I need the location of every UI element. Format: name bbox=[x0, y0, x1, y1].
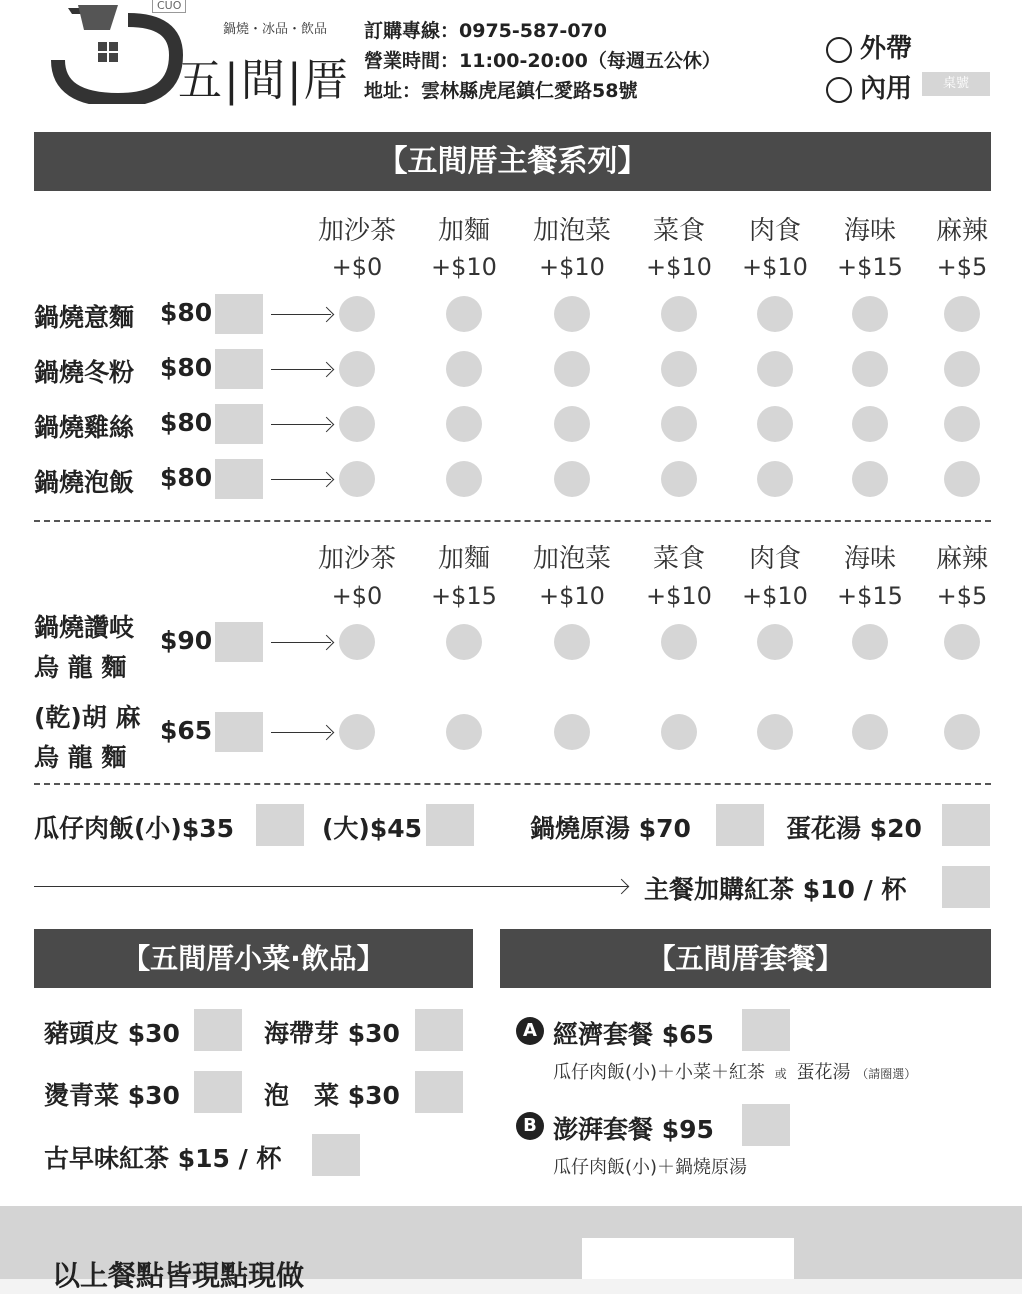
option-select-dot[interactable] bbox=[554, 624, 590, 660]
rice-small-label: 瓜仔肉飯(小)$35 bbox=[34, 814, 235, 843]
add-tea-arrow-icon bbox=[614, 879, 630, 895]
sides-title: 【五間厝小菜·飲品】 bbox=[34, 929, 473, 988]
option-select-dot[interactable] bbox=[339, 714, 375, 750]
set-a-badge-letter: A bbox=[523, 1020, 537, 1041]
option-name: 加麵 bbox=[437, 544, 490, 574]
logo-tagline: 鍋燒・冰品・飲品 bbox=[223, 22, 328, 37]
row-arrow-icon bbox=[319, 725, 335, 741]
option-select-dot[interactable] bbox=[757, 714, 793, 750]
dinein-radio[interactable] bbox=[826, 77, 852, 103]
option-select-dot[interactable] bbox=[852, 406, 888, 442]
side-item-greens: 燙青菜 $30 bbox=[44, 1081, 180, 1110]
item-qty[interactable] bbox=[215, 294, 263, 334]
set-b-badge-letter: B bbox=[523, 1115, 537, 1136]
set-a-or: 或 bbox=[774, 1067, 787, 1081]
option-name: 加沙茶 bbox=[317, 216, 396, 246]
option-price: +$15 bbox=[837, 253, 903, 281]
option-select-dot[interactable] bbox=[661, 714, 697, 750]
option-price: +$15 bbox=[431, 582, 497, 610]
item-qty[interactable] bbox=[215, 349, 263, 389]
total-box[interactable] bbox=[582, 1238, 794, 1279]
address-line: 地址：雲林縣虎尾鎮仁愛路58號 bbox=[364, 80, 638, 102]
option-select-dot[interactable] bbox=[852, 296, 888, 332]
option-select-dot[interactable] bbox=[852, 351, 888, 387]
soup-qty[interactable] bbox=[716, 804, 764, 846]
sets-title: 【五間厝套餐】 bbox=[500, 929, 991, 988]
option-name: 海味 bbox=[843, 544, 896, 574]
add-tea-qty[interactable] bbox=[942, 866, 990, 908]
side-item-black-tea: 古早味紅茶 $15 / 杯 bbox=[44, 1144, 282, 1173]
option-name: 肉食 bbox=[748, 216, 801, 246]
option-select-dot[interactable] bbox=[339, 351, 375, 387]
option-select-dot[interactable] bbox=[757, 624, 793, 660]
option-price: +$5 bbox=[936, 253, 988, 281]
item-qty[interactable] bbox=[215, 712, 263, 752]
main-item-price: $80 bbox=[160, 408, 213, 437]
row-arrow-icon bbox=[319, 307, 335, 323]
takeout-label: 外帶 bbox=[860, 34, 913, 64]
option-price: +$0 bbox=[331, 582, 383, 610]
option-select-dot[interactable] bbox=[852, 461, 888, 497]
main-item-name-line2: 烏 龍 麵 bbox=[34, 743, 127, 772]
set-a-note: （請圈選） bbox=[856, 1067, 917, 1081]
option-name: 加泡菜 bbox=[532, 216, 611, 246]
option-select-dot[interactable] bbox=[554, 406, 590, 442]
option-name: 加泡菜 bbox=[532, 544, 611, 574]
set-b-description: 瓜仔肉飯(小)＋鍋燒原湯 bbox=[553, 1157, 748, 1178]
set-b-qty[interactable] bbox=[742, 1104, 790, 1146]
side-greens-qty[interactable] bbox=[194, 1071, 242, 1113]
main-item-name: 鍋燒冬粉 bbox=[34, 358, 135, 387]
option-select-dot[interactable] bbox=[446, 714, 482, 750]
rice-small-qty[interactable] bbox=[256, 804, 304, 846]
main-item-price: $80 bbox=[160, 463, 213, 492]
divider-dashed bbox=[34, 783, 991, 785]
option-select-dot[interactable] bbox=[661, 406, 697, 442]
logo-mark-icon bbox=[48, 0, 188, 104]
option-select-dot[interactable] bbox=[554, 461, 590, 497]
divider-dashed bbox=[34, 520, 991, 522]
option-name: 加麵 bbox=[437, 216, 490, 246]
takeout-radio[interactable] bbox=[826, 37, 852, 63]
option-name: 麻辣 bbox=[935, 216, 988, 246]
side-item-kimchi: 泡 菜 $30 bbox=[264, 1081, 400, 1110]
option-select-dot[interactable] bbox=[661, 624, 697, 660]
set-a-badge bbox=[516, 1017, 544, 1045]
side-pig-skin-qty[interactable] bbox=[194, 1009, 242, 1051]
option-select-dot[interactable] bbox=[339, 624, 375, 660]
main-item-name: 鍋燒泡飯 bbox=[34, 468, 135, 497]
logo-name: 五|間|厝 bbox=[178, 55, 350, 106]
side-seaweed-qty[interactable] bbox=[415, 1009, 463, 1051]
rice-large-qty[interactable] bbox=[426, 804, 474, 846]
option-select-dot[interactable] bbox=[757, 296, 793, 332]
set-a-qty[interactable] bbox=[742, 1009, 790, 1051]
item-qty[interactable] bbox=[215, 622, 263, 662]
set-b-name: 澎湃套餐 $95 bbox=[553, 1115, 714, 1144]
logo bbox=[18, 0, 358, 104]
main-item-name-line1: (乾)胡 麻 bbox=[34, 703, 141, 732]
option-select-dot[interactable] bbox=[757, 406, 793, 442]
option-select-dot[interactable] bbox=[554, 296, 590, 332]
set-b-badge bbox=[516, 1112, 544, 1140]
option-price: +$10 bbox=[742, 582, 808, 610]
option-select-dot[interactable] bbox=[757, 351, 793, 387]
option-price: +$10 bbox=[539, 253, 605, 281]
row-arrow-icon bbox=[319, 362, 335, 378]
side-kimchi-qty[interactable] bbox=[415, 1071, 463, 1113]
option-price: +$5 bbox=[936, 582, 988, 610]
option-select-dot[interactable] bbox=[944, 714, 980, 750]
option-select-dot[interactable] bbox=[554, 351, 590, 387]
main-item-price: $80 bbox=[160, 353, 213, 382]
option-select-dot[interactable] bbox=[852, 624, 888, 660]
option-select-dot[interactable] bbox=[944, 624, 980, 660]
main-item-name: 鍋燒意麵 bbox=[34, 303, 135, 332]
option-select-dot[interactable] bbox=[446, 351, 482, 387]
option-name: 海味 bbox=[843, 216, 896, 246]
main-item-price: $90 bbox=[160, 626, 213, 655]
option-name: 麻辣 bbox=[935, 544, 988, 574]
option-name: 肉食 bbox=[748, 544, 801, 574]
option-price: +$10 bbox=[646, 582, 712, 610]
option-select-dot[interactable] bbox=[757, 461, 793, 497]
main-item-name-line1: 鍋燒讚岐 bbox=[34, 613, 135, 642]
dinein-label: 內用 bbox=[860, 74, 913, 104]
main-item-price: $80 bbox=[160, 298, 213, 327]
option-name: 加沙茶 bbox=[317, 544, 396, 574]
option-select-dot[interactable] bbox=[446, 406, 482, 442]
dinein-option[interactable] bbox=[826, 68, 912, 105]
set-a-desc-main: 瓜仔肉飯(小)＋小菜＋紅茶 bbox=[553, 1062, 766, 1083]
set-a-name: 經濟套餐 $65 bbox=[553, 1020, 714, 1049]
logo-small-text: CUO bbox=[152, 0, 186, 13]
option-select-dot[interactable] bbox=[554, 714, 590, 750]
option-price: +$15 bbox=[837, 582, 903, 610]
option-price: +$10 bbox=[742, 253, 808, 281]
main-item-name: 鍋燒雞絲 bbox=[34, 413, 135, 442]
option-select-dot[interactable] bbox=[446, 296, 482, 332]
option-select-dot[interactable] bbox=[944, 461, 980, 497]
option-select-dot[interactable] bbox=[944, 406, 980, 442]
side-item-pig-skin: 豬頭皮 $30 bbox=[44, 1019, 180, 1048]
option-price: +$0 bbox=[331, 253, 383, 281]
option-select-dot[interactable] bbox=[852, 714, 888, 750]
option-select-dot[interactable] bbox=[339, 406, 375, 442]
side-item-seaweed: 海帶芽 $30 bbox=[264, 1019, 400, 1048]
option-price: +$10 bbox=[431, 253, 497, 281]
phone-line: 訂購專線：0975-587-070 bbox=[364, 20, 607, 42]
egg-soup-label: 蛋花湯 $20 bbox=[786, 814, 922, 843]
table-number-box[interactable] bbox=[922, 72, 990, 96]
add-tea-arrow-line bbox=[34, 886, 628, 887]
soup-label: 鍋燒原湯 $70 bbox=[530, 814, 691, 843]
option-select-dot[interactable] bbox=[944, 296, 980, 332]
row-arrow-icon bbox=[319, 635, 335, 651]
item-qty[interactable] bbox=[215, 459, 263, 499]
hours-line: 營業時間：11:00-20:00（每週五公休） bbox=[364, 50, 721, 72]
option-select-dot[interactable] bbox=[661, 296, 697, 332]
footer bbox=[0, 1206, 1022, 1292]
option-select-dot[interactable] bbox=[339, 461, 375, 497]
add-tea-label: 主餐加購紅茶 $10 / 杯 bbox=[644, 875, 907, 904]
row-arrow-icon bbox=[319, 472, 335, 488]
option-price: +$10 bbox=[539, 582, 605, 610]
footer-note: 以上餐點皆現點現做 bbox=[52, 1259, 305, 1292]
main-item-name-line2: 烏 龍 麵 bbox=[34, 653, 127, 682]
option-price: +$10 bbox=[646, 253, 712, 281]
option-select-dot[interactable] bbox=[944, 351, 980, 387]
option-select-dot[interactable] bbox=[446, 461, 482, 497]
option-select-dot[interactable] bbox=[661, 461, 697, 497]
side-black-tea-qty[interactable] bbox=[312, 1134, 360, 1176]
option-select-dot[interactable] bbox=[661, 351, 697, 387]
table-number-label: 桌號 bbox=[942, 76, 969, 91]
option-name: 菜食 bbox=[652, 216, 705, 246]
takeout-option[interactable] bbox=[826, 28, 912, 65]
item-qty[interactable] bbox=[215, 404, 263, 444]
main-item-price: $65 bbox=[160, 716, 213, 745]
option-select-dot[interactable] bbox=[446, 624, 482, 660]
egg-soup-qty[interactable] bbox=[942, 804, 990, 846]
set-a-description bbox=[553, 1058, 916, 1084]
option-select-dot[interactable] bbox=[339, 296, 375, 332]
main-series-title: 【五間厝主餐系列】 bbox=[34, 132, 991, 191]
row-arrow-icon bbox=[319, 417, 335, 433]
set-a-desc-alt: 蛋花湯 bbox=[796, 1062, 851, 1083]
option-name: 菜食 bbox=[652, 544, 705, 574]
rice-large-label: (大)$45 bbox=[322, 814, 423, 843]
